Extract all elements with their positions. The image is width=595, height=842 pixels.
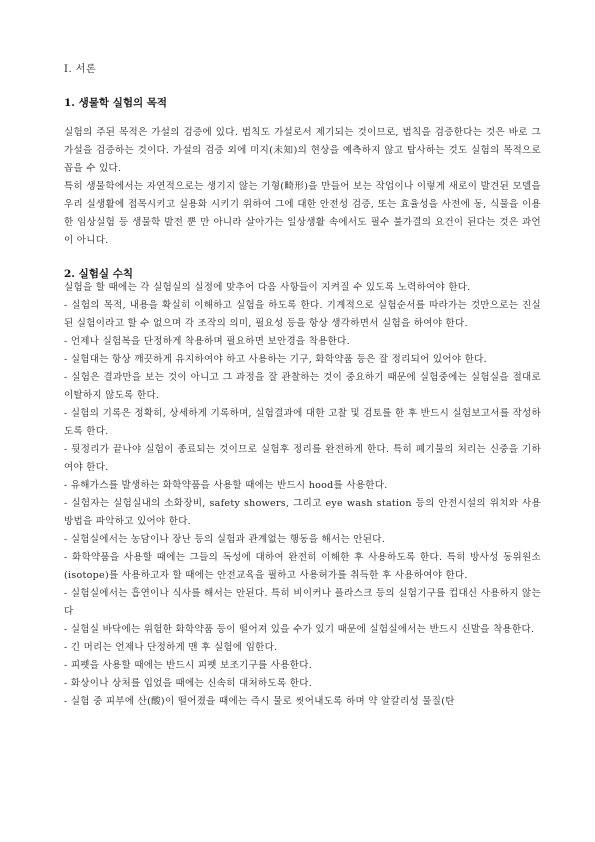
rule-item: - 화상이나 상처를 입었을 때에는 신속히 대처하도록 한다. <box>64 678 313 689</box>
rule-item: - 실험실에서는 흡연이나 식사를 해서는 안된다. 특히 비이커나 플라스크 등의 실험기구를 컵대신 사용하지 않는다 <box>64 588 541 617</box>
rule-item: - 화학약품을 사용할 때에는 그들의 독성에 대하여 완전히 이해한 후 사용하도록 한다. 특히 방사성 동위원소 (isotope)를 사용하고자 할 때에는 안전교육을 필하고 사용허가를 취득한 후 사용하여야 한다. <box>64 552 541 581</box>
section1-paragraph: 특히 생물학에서는 자연적으로는 생기지 않는 기형(畸形)을 만들어 보는 작업이나 이렇게 새로이 발견된 모델을 우리 실생활에 접목시키고 실용화 시키기 위하여 그에 대한 안전성 검증, 또는 효율성을 사전에 동, 식물을 이용한 임상실험 등 생물학 발전 뿐 만 아니라 살아가는 일상생활 속에서도 필수 불가결의 요건이 된다는 것은 과언이 아니다. <box>64 181 541 246</box>
rule-item: - 언제나 실험복을 단정하게 착용하며 필요하면 보안경을 착용한다. <box>64 336 350 347</box>
rule-item: - 실험의 기록은 정확히, 상세하게 기록하며, 실험결과에 대한 고찰 및 검토를 한 후 반드시 실험보고서를 작성하도록 한다. <box>64 408 541 437</box>
section1-paragraph: 실험의 주된 목적은 가설의 검증에 있다. 법칙도 가설로서 제기되는 것이므로, 법칙을 검증한다는 것은 바로 그 가설을 검증하는 것이다. 가설의 검증 외에 미지(未知)의 현상을 예측하지 않고 탐사하는 것도 실험의 목적으로 꼽을 수 있다. <box>64 127 541 174</box>
section2-heading: 2. 실험실 수칙 <box>64 268 133 280</box>
section1-body <box>64 124 541 250</box>
rule-item: - 실험 중 피부에 산(酸)이 떨어졌을 때에는 즉시 물로 씻어내도록 하며 약 알칼리성 물질(탄 <box>64 696 455 707</box>
rule-item: - 실험대는 항상 깨끗하게 유지하여야 하고 사용하는 기구, 화학약품 등은 잘 정리되어 있어야 한다. <box>64 354 487 365</box>
rule-item: - 피펫을 사용할 때에는 반드시 피펫 보조기구를 사용한다. <box>64 660 313 671</box>
rule-item: - 유해가스를 발생하는 화학약품을 사용할 때에는 반드시 hood를 사용한다. <box>64 480 388 491</box>
rule-item: - 실험실에서는 농담이나 장난 등의 실험과 관계없는 행동을 해서는 안된다. <box>64 534 386 545</box>
section1-heading: 1. 생물학 실험의 목적 <box>64 97 168 109</box>
rule-item: - 실험자는 실험실내의 소화장비, safety showers, 그리고 eye wash station 등의 안전시설의 위치와 사용방법을 파악하고 있어야 한다. <box>64 498 541 527</box>
rule-item: - 실험은 결과만을 보는 것이 아니고 그 과정을 잘 관찰하는 것이 중요하기 때문에 실험중에는 실험실을 절대로 이탈하지 않도록 한다. <box>64 372 541 401</box>
section2-body <box>64 279 541 711</box>
rule-item: - 뒷정리가 끝나야 실험이 종료되는 것이므로 실험후 정리를 완전하게 한다. 특히 폐기물의 처리는 신중을 기하여야 한다. <box>64 444 541 473</box>
rule-item: - 실험의 목적, 내용을 확실히 이해하고 실험을 하도록 한다. 기계적으로 실험순서를 따라가는 것만으로는 진실된 실험이라고 할 수 없으며 각 조작의 의미, 필요성 등을 항상 생각하면서 실험을 하여야 한다. <box>64 300 541 329</box>
rule-item: - 실험실 바닥에는 위험한 화학약품 등이 떨어져 있을 수가 있기 때문에 실험실에서는 반드시 신발을 착용한다. <box>64 624 535 635</box>
rule-item: - 긴 머리는 언제나 단정하게 맨 후 실험에 임한다. <box>64 642 278 653</box>
section2-intro: 실험을 할 때에는 각 실험실의 실정에 맞추어 다음 사항들이 지켜질 수 있도록 노력하여야 한다. <box>64 282 471 293</box>
section-mark: Ⅰ. 서론 <box>64 64 97 75</box>
